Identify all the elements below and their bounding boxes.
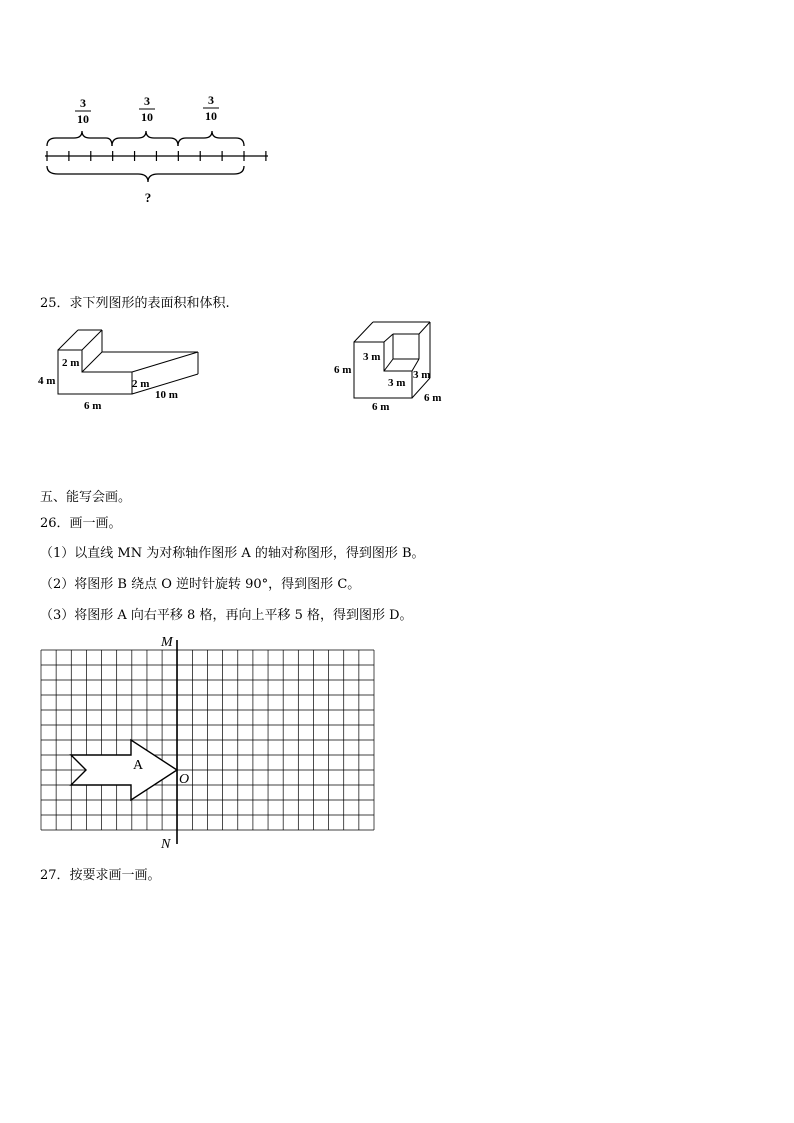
axis-label-n: N — [161, 837, 171, 852]
label-cutout-height: 3 m — [363, 351, 381, 363]
axis-label-m: M — [161, 635, 173, 650]
label-step-height: 2 m — [62, 357, 80, 369]
point-label-o: O — [179, 772, 190, 787]
fraction-2-denominator: 10 — [141, 110, 153, 124]
bottom-brace — [47, 166, 244, 182]
fraction-1-denominator: 10 — [77, 112, 89, 126]
fraction-2-numerator: 3 — [144, 94, 150, 108]
label-cutout-width: 3 m — [388, 377, 406, 389]
label-cube-depth: 6 m — [424, 392, 442, 404]
question-27-title: 27．按要求画一画。 — [40, 868, 161, 883]
question-26-item-1: （1）以直线 MN 为对称轴作图形 A 的轴对称图形，得到图形 B。 — [40, 546, 425, 561]
fraction-1-numerator: 3 — [80, 96, 86, 110]
fraction-3-denominator: 10 — [205, 109, 217, 123]
top-brace-2 — [112, 131, 178, 146]
top-brace-1 — [47, 131, 112, 146]
question-26-title: 26．画一画。 — [40, 516, 122, 531]
arrow-shape-a — [71, 740, 177, 800]
label-cutout-depth: 3 m — [413, 369, 431, 381]
cube-with-cutout-figure — [330, 310, 450, 420]
label-front-width: 6 m — [84, 400, 102, 412]
section-5-title: 五、能写会画。 — [40, 490, 132, 505]
label-cube-width: 6 m — [372, 401, 390, 413]
shape-label-a: A — [133, 758, 144, 773]
label-cube-height: 6 m — [334, 364, 352, 376]
fraction-3-numerator: 3 — [208, 93, 214, 107]
top-brace-3 — [178, 131, 244, 146]
unknown-total-question-mark: ? — [144, 190, 152, 205]
label-depth: 10 m — [155, 389, 178, 401]
symmetry-grid-figure — [35, 630, 380, 855]
label-lower-height: 2 m — [132, 378, 150, 390]
square-grid — [41, 650, 374, 830]
question-26-item-3: （3）将图形 A 向右平移 8 格，再向上平移 5 格，得到图形 D。 — [40, 608, 413, 623]
question-25-title: 25．求下列图形的表面积和体积. — [40, 296, 230, 311]
label-total-height: 4 m — [38, 375, 56, 387]
question-26-item-2: （2）将图形 B 绕点 O 逆时针旋转 90°，得到图形 C。 — [40, 577, 361, 592]
fraction-number-line-figure — [40, 90, 280, 210]
step-prism-figure — [34, 318, 214, 418]
